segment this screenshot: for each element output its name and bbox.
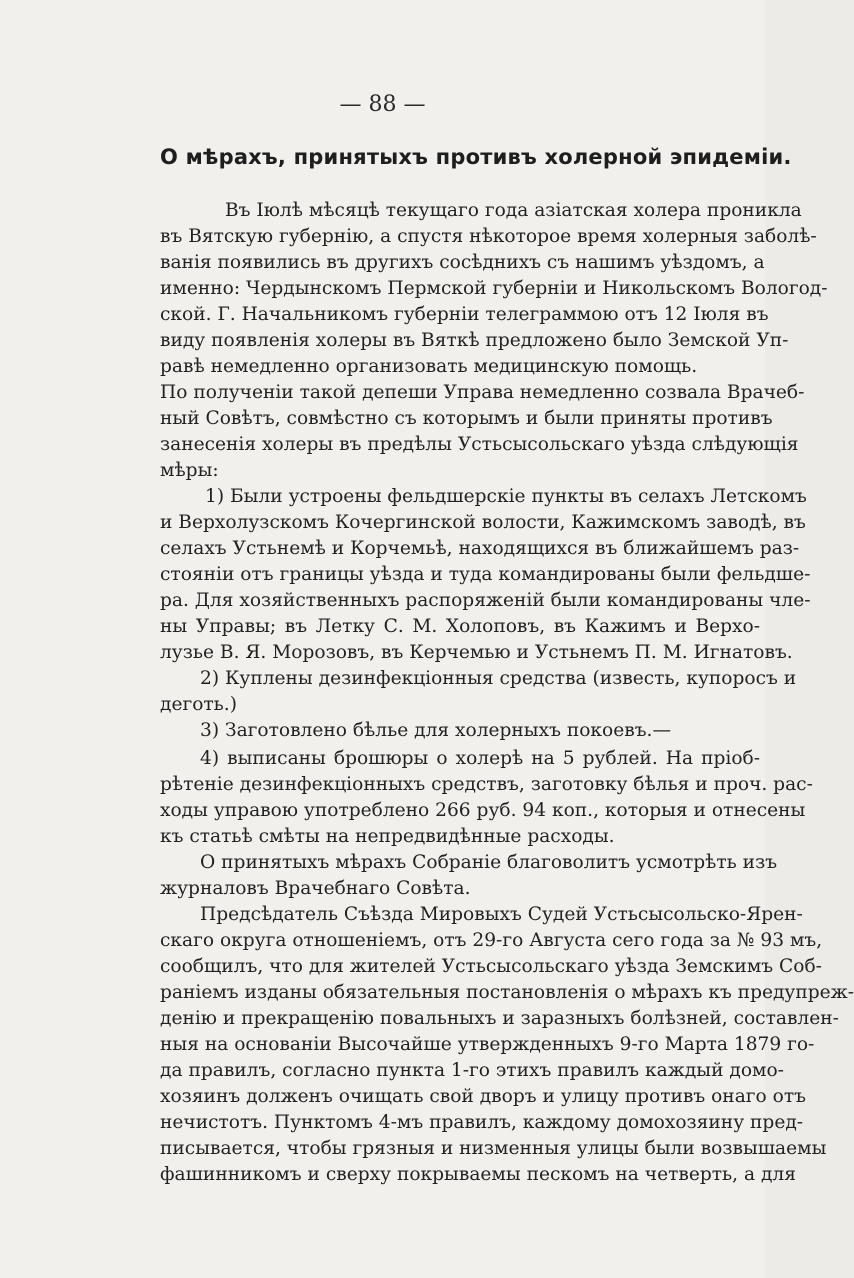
text-line: равѣ немедленно организовать медицинскую помощь. (160, 356, 698, 377)
text-line: 3) Заготовлено бѣлье для холерныхъ покоевъ.— (200, 720, 672, 741)
text-line: и Верхолузскомъ Кочергинской волости, Кажимскомъ заводѣ, въ (160, 512, 806, 533)
text-line: 1) Были устроены фельдшерскіе пункты въ селахъ Летскомъ (205, 486, 807, 507)
text-line: деготь.) (160, 694, 237, 715)
text-line: скаго округа отношеніемъ, отъ 29-го Августа сего года за № 93 мъ, (160, 930, 823, 951)
text-line: занесенія холеры въ предѣлы Устьсысольскаго уѣзда слѣдующія (160, 434, 799, 455)
text-line: къ статьѣ смѣты на непредвидѣнные расходы. (160, 826, 615, 847)
section-title: О мѣрахъ, принятыхъ противъ холерной эпидеміи. (160, 145, 792, 169)
text-line: Предсѣдатель Съѣзда Мировыхъ Судей Устьсысольско-Ярен- (200, 904, 803, 925)
text-line: журналовъ Врачебнаго Совѣта. (160, 878, 471, 899)
text-line: фашинникомъ и сверху покрываемы пескомъ на четверть, а для (160, 1164, 796, 1185)
text-line: ныя на основаніи Высочайше утвержденныхъ 9-го Марта 1879 го- (160, 1034, 815, 1055)
text-line: Въ Іюлѣ мѣсяцѣ текущаго года азіатская холера проникла (225, 200, 802, 221)
text-line: сообщилъ, что для жителей Устьсысольскаго уѣзда Земскимъ Соб- (160, 956, 822, 977)
text-line: именно: Чердынскомъ Пермской губерніи и Никольскомъ Вологод- (160, 278, 828, 299)
text-line: По полученіи такой депеши Управа немедленно созвала Врачеб- (160, 382, 805, 403)
text-line: писывается, чтобы грязныя и низменныя улицы были возвышаемы (160, 1138, 827, 1159)
text-line: О принятыхъ мѣрахъ Собраніе благоволитъ усмотрѣть изъ (200, 852, 778, 873)
text-line: ный Совѣтъ, совмѣстно съ которымъ и были приняты противъ (160, 408, 773, 429)
text-line: ванія появились въ другихъ сосѣднихъ съ нашимъ уѣздомъ, а (160, 252, 765, 273)
text-line: 2) Куплены дезинфекціонныя средства (известь, купоросъ и (200, 668, 797, 689)
text-line: ходы управою употреблено 266 руб. 94 коп., которыя и отнесены (160, 800, 806, 821)
text-line: лузье В. Я. Морозовъ, въ Керчемью и Устьнемъ П. М. Игнатовъ. (160, 642, 793, 663)
text-line: въ Вятскую губернію, а спустя нѣкоторое время холерныя заболѣ- (160, 226, 817, 247)
text-line: денію и прекращенію повальныхъ и заразныхъ болѣзней, составлен- (160, 1008, 839, 1029)
page-number: — 88 — (339, 92, 426, 117)
text-line: нечистотъ. Пунктомъ 4-мъ правилъ, каждому домохозяину пред- (160, 1112, 804, 1133)
text-line: рѣтеніе дезинфекціонныхъ средствъ, заготовку бѣлья и проч. рас- (160, 774, 813, 795)
text-line: виду появленія холеры въ Вяткѣ предложено было Земской Уп- (160, 330, 789, 351)
text-line: ской. Г. Начальникомъ губерніи телеграммою отъ 12 Іюля въ (160, 304, 769, 325)
text-line: ны Управы; въ Летку С. М. Холоповъ, въ Кажимъ и Верхо- (160, 616, 760, 637)
text-line: ра. Для хозяйственныхъ распоряженій были командированы чле- (160, 590, 811, 611)
text-line: стояніи отъ границы уѣзда и туда командированы были фельдше- (160, 564, 811, 585)
text-line: 4) выписаны брошюры о холерѣ на 5 рублей. На пріоб- (200, 748, 760, 769)
text-line: да правилъ, согласно пункта 1-го этихъ правилъ каждый домо- (160, 1060, 784, 1081)
text-line: мѣры: (160, 460, 219, 481)
text-line: хозяинъ долженъ очищать свой дворъ и улицу противъ онаго отъ (160, 1086, 806, 1107)
text-line: раніемъ изданы обязательныя постановленія о мѣрахъ къ предупреж- (160, 982, 854, 1003)
text-line: селахъ Устьнемѣ и Корчемьѣ, находящихся въ ближайшемъ раз- (160, 538, 800, 559)
